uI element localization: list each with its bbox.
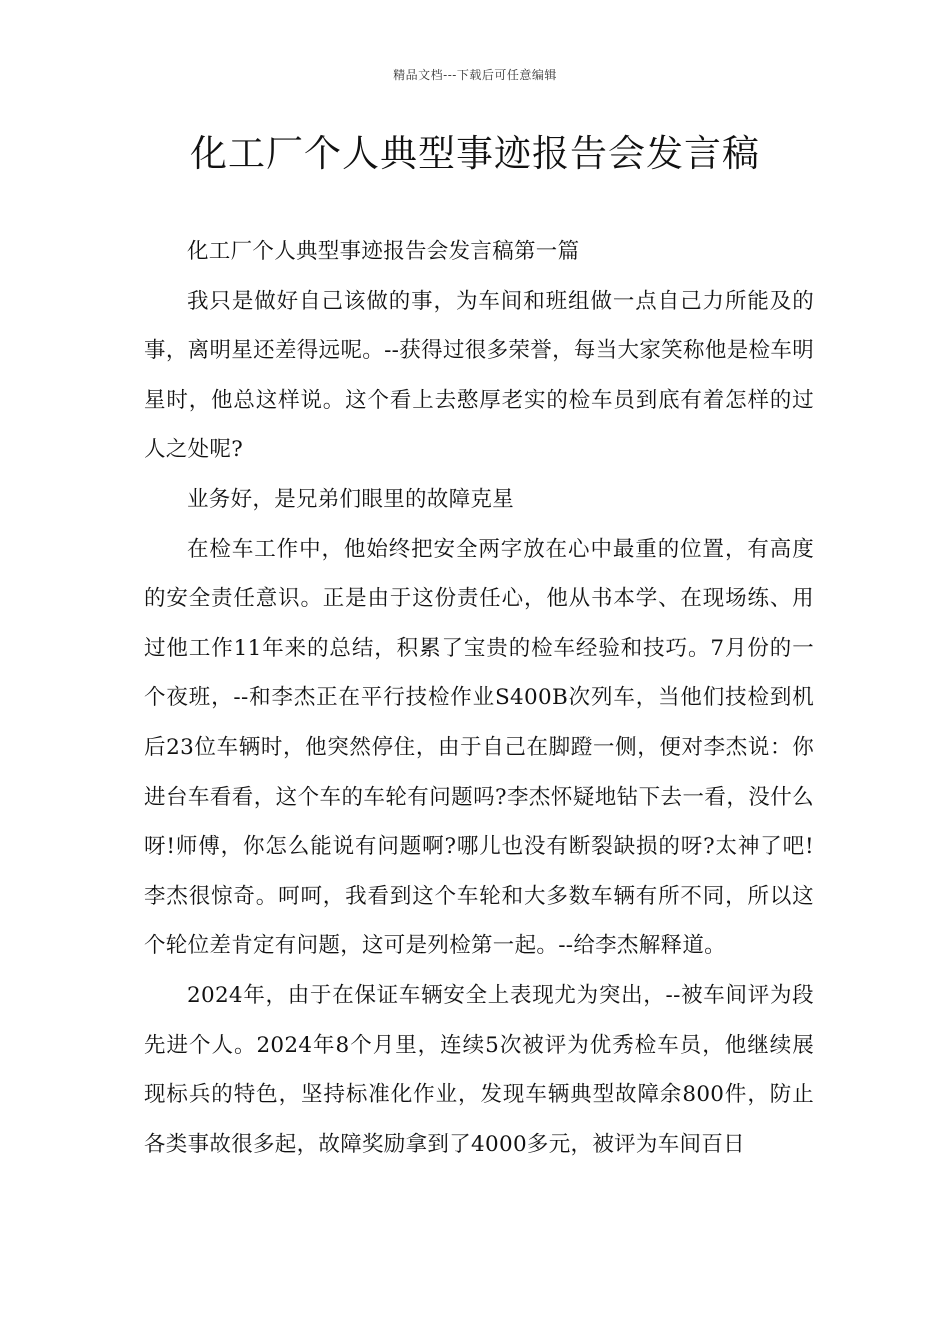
paragraph: 2024年，由于在保证车辆安全上表现尤为突出，--被车间评为段先进个人。2024年8个月里，连续5次被评为优秀检车员，他继续展现标兵的特色，坚持标准化作业，发现车辆典型故障余800件，防止各类事故很多起，故障奖励拿到了4000多元，被评为车间百日 bbox=[144, 982, 814, 1157]
paragraph: 在检车工作中，他始终把安全两字放在心中最重的位置，有高度的安全责任意识。正是由于这份责任心，他从书本学、在现场练、用过他工作11年来的总结，积累了宝贵的检车经验和技巧。7月份的一个夜班，--和李杰正在平行技检作业S400B次列车，当他们技检到机后23位车辆时，他突然停住，由于自己在脚蹬一侧，便对李杰说：你进台车看看，这个车的车轮有问题吗?李杰怀疑地钻下去一看，没什么呀!师傅，你怎么能说有问题啊?哪儿也没有断裂缺损的呀?太神了吧!李杰很惊奇。呵呵，我看到这个车轮和大多数车辆有所不同，所以这个轮位差肯定有问题，这可是列检第一起。--给李杰解释道。 bbox=[144, 536, 814, 959]
section-heading: 化工厂个人典型事迹报告会发言稿第一篇 bbox=[187, 239, 580, 264]
document-title: 化工厂个人典型事迹报告会发言稿 bbox=[190, 132, 760, 175]
document-body bbox=[144, 227, 814, 1169]
subheading: 业务好，是兄弟们眼里的故障克星 bbox=[187, 486, 515, 512]
paragraph: 我只是做好自己该做的事，为车间和班组做一点自己力所能及的事，离明星还差得远呢。--获得过很多荣誉，每当大家笑称他是检车明星时，他总这样说。这个看上去憨厚老实的检车员到底有着怎样的过人之处呢? bbox=[144, 288, 814, 463]
header-note: 精品文档---下载后可任意编辑 bbox=[393, 68, 557, 82]
